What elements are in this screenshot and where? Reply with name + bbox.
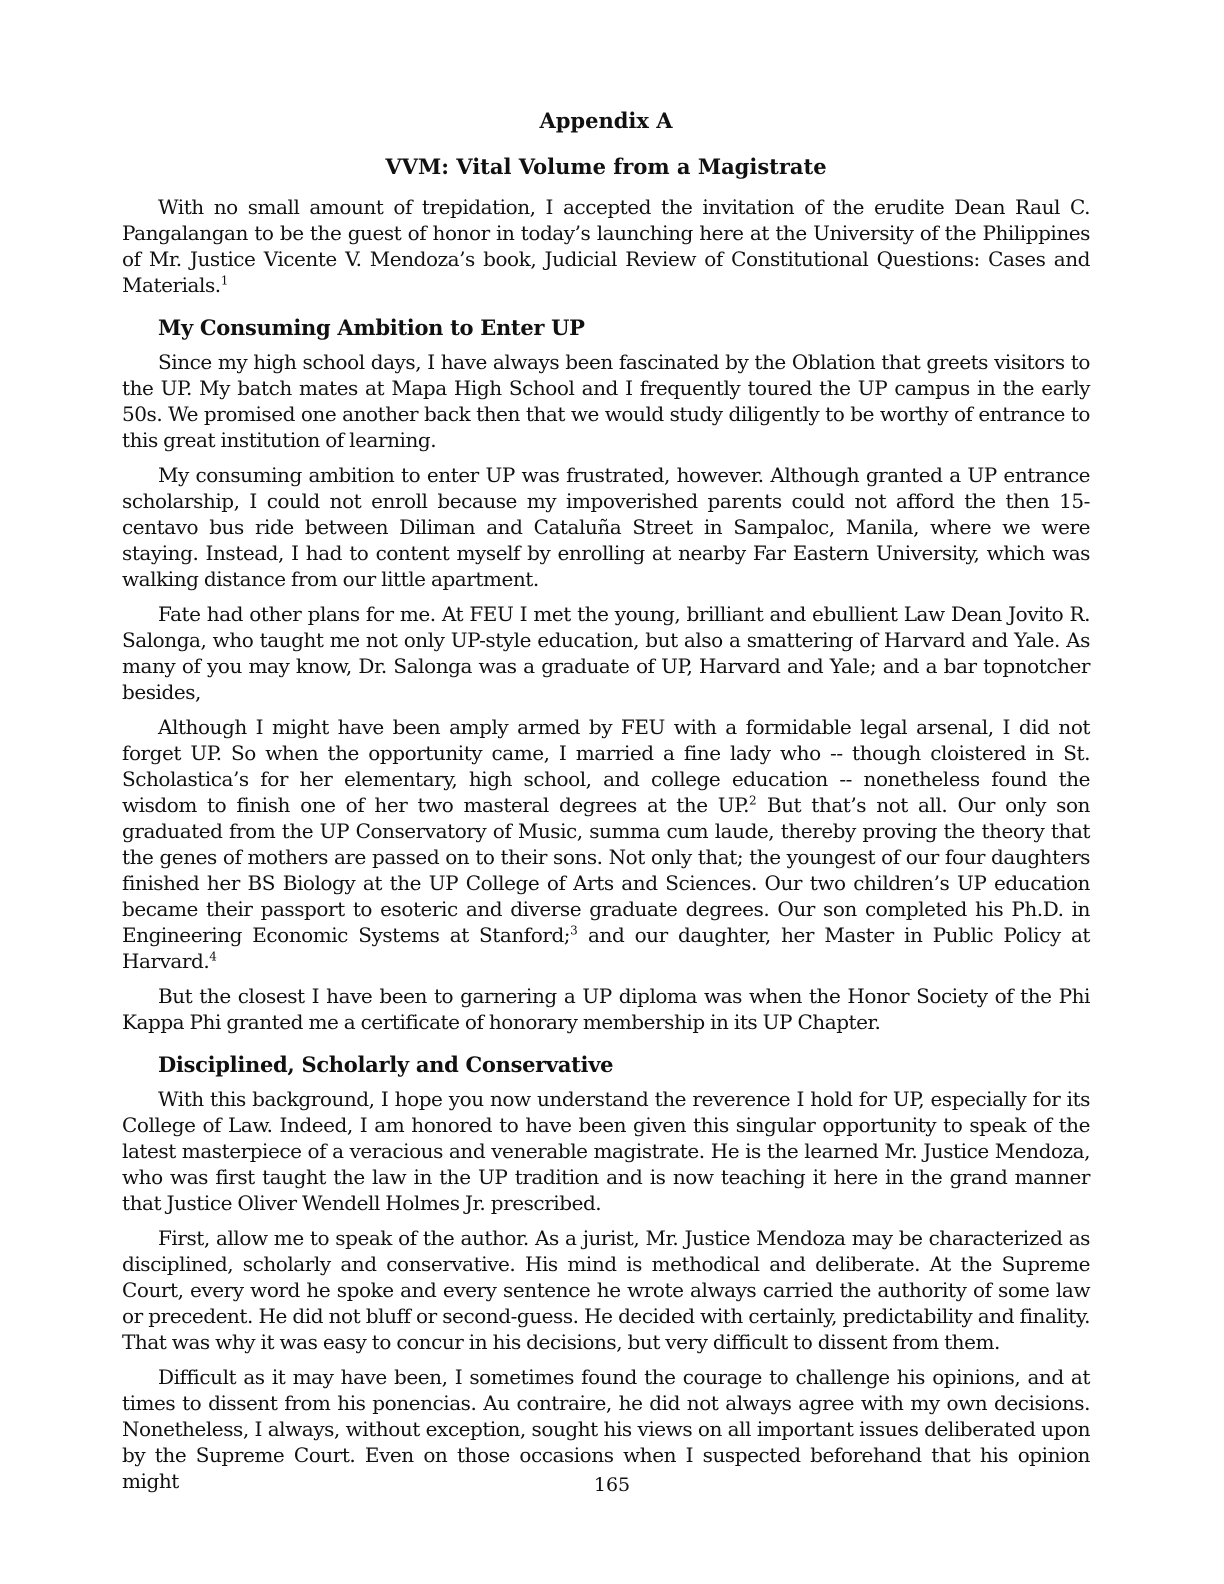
appendix-label: Appendix A [539, 108, 673, 133]
paragraph: Since my high school days, I have always been fascinated by the Oblation that greets visitors to the UP. My batch mates at Mapa High School and I frequently toured the UP campus in the early 50s. We promised one another back then that we would study diligently to be worthy of entrance to this great institution of learning. [122, 350, 1090, 452]
paragraph [122, 714, 1090, 974]
paragraph: But the closest I have been to garnering a UP diploma was when the Honor Society of the Phi Kappa Phi granted me a certificate of honorary membership in its UP Chapter. [122, 984, 1090, 1034]
footnote-marker-3[interactable]: 3 [570, 923, 578, 938]
paragraph: My consuming ambition to enter UP was frustrated, however. Although granted a UP entrance scholarship, I could not enroll because my impoverished parents could not afford the then 15-centavo bus ride between Diliman and Cataluña Street in Sampaloc, Manila, where we were staying. Instead, I had to content myself by enrolling at nearby Far Eastern University, which was walking distance from our little apartment. [122, 463, 1090, 591]
document-page [122, 106, 1090, 1503]
section-heading-disciplined: Disciplined, Scholarly and Conservative [158, 1052, 614, 1077]
paragraph: Fate had other plans for me. At FEU I met the young, brilliant and ebullient Law Dean Jovito R. Salonga, who taught me not only UP-style education, but also a smattering of Harvard and Yale. As many of you may know, Dr. Salonga was a graduate of UP, Harvard and Yale; and a bar topnotcher besides, [122, 602, 1090, 704]
document-title: VVM: Vital Volume from a Magistrate [385, 154, 827, 179]
paragraph-text: But that’s not all. Our only son graduated from the UP Conservatory of Music, summa cum laude, thereby proving the theory that the genes of mothers are passed on to their sons. Not only that; the youngest of our four daughters finished her BS Biology at the UP College of Arts and Sciences. Our two children’s UP education became their passport to esoteric and diverse graduate degrees. Our son completed his Ph.D. in Engineering Economic Systems at Stanford; [122, 793, 1090, 947]
paragraph-text: Although I might have been amply armed by FEU with a formidable legal arsenal, I did not forget UP. So when the opportunity came, I married a fine lady who -- though cloistered in St. Scholastica’s for her elementary, high school, and college education -- nonetheless found the wisdom to finish one of her two masteral degrees at the UP. [122, 715, 1090, 817]
footnote-marker-4[interactable]: 4 [209, 949, 217, 964]
paragraph: With this background, I hope you now understand the reverence I hold for UP, especially for its College of Law. Indeed, I am honored to have been given this singular opportunity to speak of the latest masterpiece of a veracious and venerable magistrate. He is the learned Mr. Justice Mendoza, who was first taught the law in the UP tradition and is now teaching it here in the grand manner that Justice Oliver Wendell Holmes Jr. prescribed. [122, 1087, 1090, 1215]
paragraph-text: and our daughter, her Master in Public Policy at Harvard. [122, 923, 1091, 973]
page-number: 165 [593, 1474, 631, 1496]
footnote-marker-1[interactable]: 1 [220, 273, 229, 288]
intro-paragraph [122, 194, 1090, 298]
section-heading-ambition: My Consuming Ambition to Enter UP [158, 315, 585, 340]
footnote-marker-2[interactable]: 2 [749, 793, 757, 808]
paragraph: Difficult as it may have been, I sometimes found the courage to challenge his opinions, and at times to dissent from his ponencias. Au contraire, he did not always agree with my own decisions. Nonetheless, I always, without exception, sought his views on all important issues deliberated upon by the Supreme Court. Even on those occasions when I suspected beforehand that his opinion might [122, 1365, 1090, 1493]
paragraph: First, allow me to speak of the author. As a jurist, Mr. Justice Mendoza may be characterized as disciplined, scholarly and conservative. His mind is methodical and deliberate. At the Supreme Court, every word he spoke and every sentence he wrote always carried the authority of some law or precedent. He did not bluff or second-guess. He decided with certainly, predictability and finality. That was why it was easy to concur in his decisions, but very difficult to dissent from them. [122, 1226, 1090, 1354]
intro-text: With no small amount of trepidation, I accepted the invitation of the erudite Dean Raul C. Pangalangan to be the guest of honor in today’s launching here at the University of the Philippines of Mr. Justice Vicente V. Mendoza’s book, Judicial Review of Constitutional Questions: Cases and Materials. [122, 195, 1090, 297]
